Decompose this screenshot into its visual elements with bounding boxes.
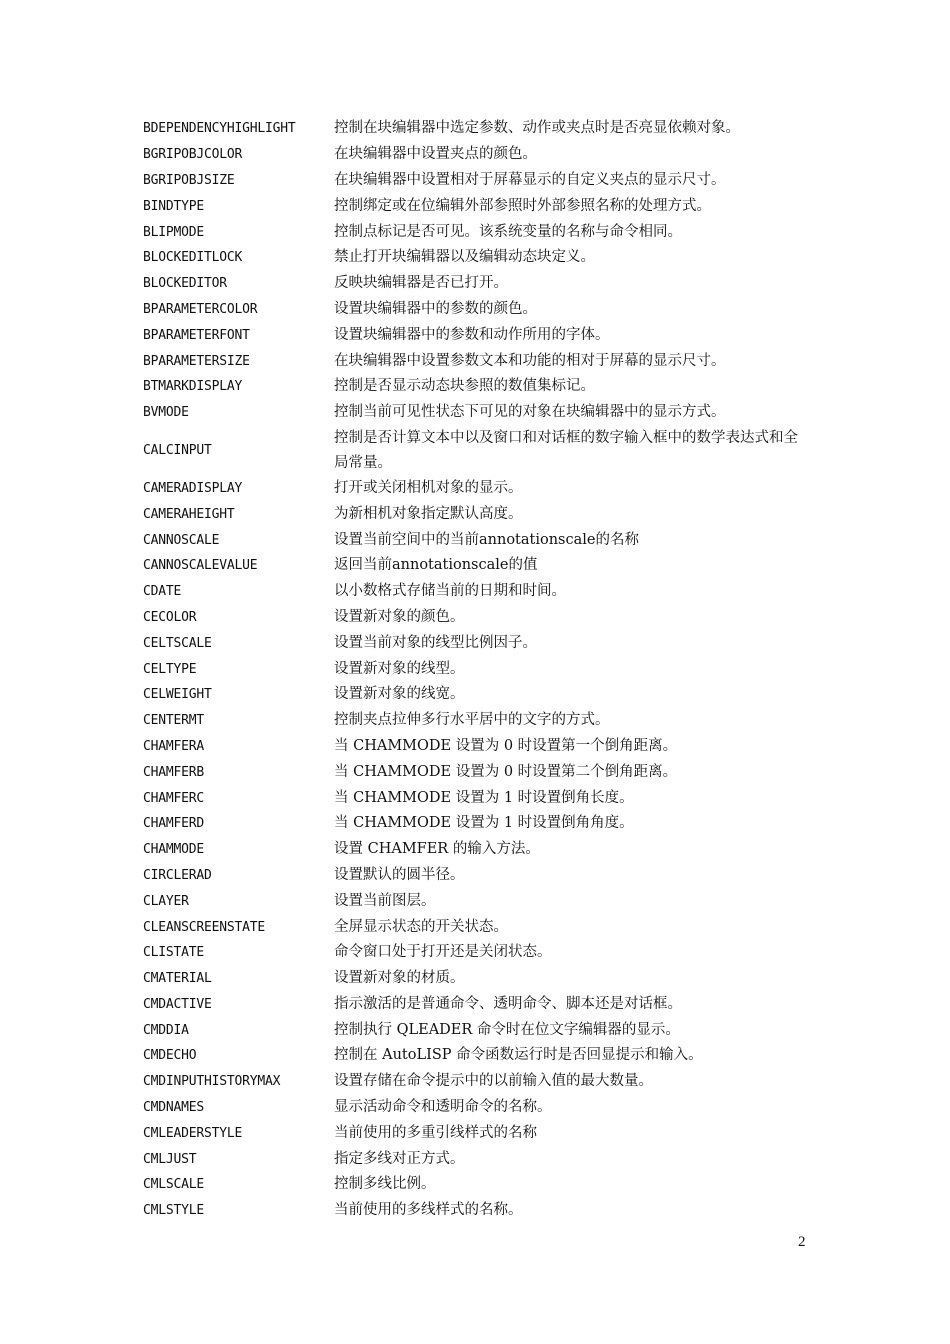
table-row <box>143 734 823 760</box>
variable-description: 全屏显示状态的开关状态。 <box>334 918 508 935</box>
variable-description: 为新相机对象指定默认高度。 <box>334 505 523 522</box>
table-row <box>143 914 823 940</box>
variable-name: CALCINPUT <box>143 443 212 459</box>
table-row <box>143 527 823 553</box>
variable-description: 禁止打开块编辑器以及编辑动态块定义。 <box>334 249 595 266</box>
variable-name: CHAMFERD <box>143 816 205 832</box>
variable-description: 当 CHAMMODE 设置为 1 时设置倒角角度。 <box>334 815 634 832</box>
variable-description: 控制绑定或在位编辑外部参照时外部参照名称的处理方式。 <box>334 197 711 214</box>
table-row <box>143 1146 823 1172</box>
table-row <box>143 605 823 631</box>
table-row <box>143 863 823 889</box>
variable-name: BTMARKDISPLAY <box>143 379 243 395</box>
variable-name: BVMODE <box>143 405 189 421</box>
table-row <box>143 476 823 502</box>
variable-name: CHAMFERA <box>143 738 205 754</box>
variable-description: 设置新对象的线型。 <box>334 660 465 677</box>
variable-description: 控制是否计算文本中以及窗口和对话框的数字输入框中的数学表达式和全局常量。 <box>334 429 798 471</box>
variable-description: 设置新对象的颜色。 <box>334 608 465 625</box>
variable-name: CLEANSCREENSTATE <box>143 919 266 935</box>
variable-name: BDEPENDENCYHIGHLIGHT <box>143 121 296 137</box>
table-row <box>143 656 823 682</box>
table-row <box>143 1043 823 1069</box>
variable-description: 控制点标记是否可见。该系统变量的名称与命令相同。 <box>334 223 682 240</box>
table-row <box>143 837 823 863</box>
variable-description: 当 CHAMMODE 设置为 1 时设置倒角长度。 <box>334 789 634 806</box>
variable-description: 当前使用的多线样式的名称。 <box>334 1202 523 1219</box>
table-row <box>143 1120 823 1146</box>
variable-description: 以小数格式存储当前的日期和时间。 <box>334 583 566 600</box>
variable-name: BGRIPOBJCOLOR <box>143 147 243 163</box>
variable-name: CELWEIGHT <box>143 687 212 703</box>
table-row <box>143 785 823 811</box>
variable-description: 显示活动命令和透明命令的名称。 <box>334 1099 552 1116</box>
variable-name: CAMERAHEIGHT <box>143 506 235 522</box>
variable-description: 当前使用的多重引线样式的名称 <box>334 1124 537 1141</box>
variable-description: 设置当前图层。 <box>334 892 436 909</box>
table-row <box>143 142 823 168</box>
table-row <box>143 1172 823 1198</box>
table-row <box>143 630 823 656</box>
variable-description: 打开或关闭相机对象的显示。 <box>334 479 523 496</box>
variable-name: CELTSCALE <box>143 635 212 651</box>
table-row <box>143 811 823 837</box>
variable-description: 在块编辑器中设置相对于屏幕显示的自定义夹点的显示尺寸。 <box>334 171 726 188</box>
variable-name: BLIPMODE <box>143 224 205 240</box>
variable-description: 控制是否显示动态块参照的数值集标记。 <box>334 378 595 395</box>
variable-name: CMLSTYLE <box>143 1203 205 1219</box>
variable-description: 设置新对象的材质。 <box>334 970 465 987</box>
table-row <box>143 708 823 734</box>
variable-description: 指示激活的是普通命令、透明命令、脚本还是对话框。 <box>334 995 682 1012</box>
table-row <box>143 116 823 142</box>
variable-name: CHAMFERC <box>143 790 205 806</box>
variable-name: CLAYER <box>143 893 189 909</box>
table-row <box>143 1069 823 1095</box>
table-row <box>143 553 823 579</box>
variable-name: CLISTATE <box>143 945 205 961</box>
table-row <box>143 1017 823 1043</box>
variable-description: 命令窗口处于打开还是关闭状态。 <box>334 944 552 961</box>
variable-name: BLOCKEDITOR <box>143 276 227 292</box>
table-row <box>143 426 823 476</box>
variable-description: 设置默认的圆半径。 <box>334 866 465 883</box>
variable-name: BPARAMETERSIZE <box>143 353 250 369</box>
table-row <box>143 322 823 348</box>
table-row <box>143 940 823 966</box>
variable-name: CENTERMT <box>143 713 205 729</box>
variable-name: CHAMMODE <box>143 842 205 858</box>
table-row <box>143 348 823 374</box>
variable-description: 返回当前annotationscale的值 <box>334 557 538 574</box>
table-row <box>143 682 823 708</box>
variable-name: CIRCLERAD <box>143 867 212 883</box>
variable-description: 设置块编辑器中的参数和动作所用的字体。 <box>334 326 610 343</box>
variable-description: 当 CHAMMODE 设置为 0 时设置第一个倒角距离。 <box>334 737 678 754</box>
variable-name: BPARAMETERFONT <box>143 327 250 343</box>
variable-name: CMLJUST <box>143 1151 197 1167</box>
variable-description: 当 CHAMMODE 设置为 0 时设置第二个倒角距离。 <box>334 763 678 780</box>
variable-name: BGRIPOBJSIZE <box>143 172 235 188</box>
table-row <box>143 1198 823 1224</box>
variable-description: 控制在块编辑器中选定参数、动作或夹点时是否亮显依赖对象。 <box>334 120 740 137</box>
variable-name: CDATE <box>143 584 182 600</box>
variable-description: 指定多线对正方式。 <box>334 1150 465 1167</box>
variable-description: 设置当前对象的线型比例因子。 <box>334 634 537 651</box>
variable-description: 设置块编辑器中的参数的颜色。 <box>334 300 537 317</box>
variable-description: 反映块编辑器是否已打开。 <box>334 275 508 292</box>
table-row <box>143 400 823 426</box>
table-row <box>143 168 823 194</box>
table-row <box>143 1095 823 1121</box>
table-row <box>143 759 823 785</box>
table-row <box>143 992 823 1018</box>
variable-name: BLOCKEDITLOCK <box>143 250 243 266</box>
table-row <box>143 297 823 323</box>
variable-name: CMLEADERSTYLE <box>143 1125 243 1141</box>
variable-name: CANNOSCALE <box>143 532 220 548</box>
variable-description: 控制夹点拉伸多行水平居中的文字的方式。 <box>334 712 610 729</box>
variable-description: 在块编辑器中设置夹点的颜色。 <box>334 146 537 163</box>
variable-description: 控制当前可见性状态下可见的对象在块编辑器中的显示方式。 <box>334 404 726 421</box>
table-row <box>143 271 823 297</box>
system-variable-table <box>143 116 823 1224</box>
variable-description: 控制执行 QLEADER 命令时在位文字编辑器的显示。 <box>334 1021 680 1038</box>
table-row <box>143 579 823 605</box>
variable-name: CMDACTIVE <box>143 996 212 1012</box>
table-row <box>143 501 823 527</box>
variable-description: 设置新对象的线宽。 <box>334 686 465 703</box>
table-row <box>143 374 823 400</box>
variable-name: CMDINPUTHISTORYMAX <box>143 1074 281 1090</box>
variable-name: BPARAMETERCOLOR <box>143 301 258 317</box>
table-row <box>143 193 823 219</box>
variable-description: 设置存储在命令提示中的以前输入值的最大数量。 <box>334 1073 653 1090</box>
variable-name: BINDTYPE <box>143 198 205 214</box>
variable-name: CMLSCALE <box>143 1177 205 1193</box>
variable-name: CMDDIA <box>143 1022 189 1038</box>
variable-name: CMDECHO <box>143 1048 197 1064</box>
variable-name: CELTYPE <box>143 661 197 677</box>
variable-description: 在块编辑器中设置参数文本和功能的相对于屏幕的显示尺寸。 <box>334 352 726 369</box>
table-row <box>143 219 823 245</box>
variable-description: 控制多线比例。 <box>334 1176 436 1193</box>
table-row <box>143 888 823 914</box>
variable-name: CHAMFERB <box>143 764 205 780</box>
variable-name: CMDNAMES <box>143 1100 205 1116</box>
variable-name: CANNOSCALEVALUE <box>143 558 258 574</box>
variable-description: 设置 CHAMFER 的输入方法。 <box>334 841 540 858</box>
variable-name: CAMERADISPLAY <box>143 480 243 496</box>
variable-description: 控制在 AutoLISP 命令函数运行时是否回显提示和输入。 <box>334 1047 703 1064</box>
variable-name: CMATERIAL <box>143 971 212 987</box>
variable-description: 设置当前空间中的当前annotationscale的名称 <box>334 531 639 548</box>
table-row <box>143 966 823 992</box>
page-number: 2 <box>798 1234 806 1250</box>
table-row <box>143 245 823 271</box>
variable-name: CECOLOR <box>143 609 197 625</box>
